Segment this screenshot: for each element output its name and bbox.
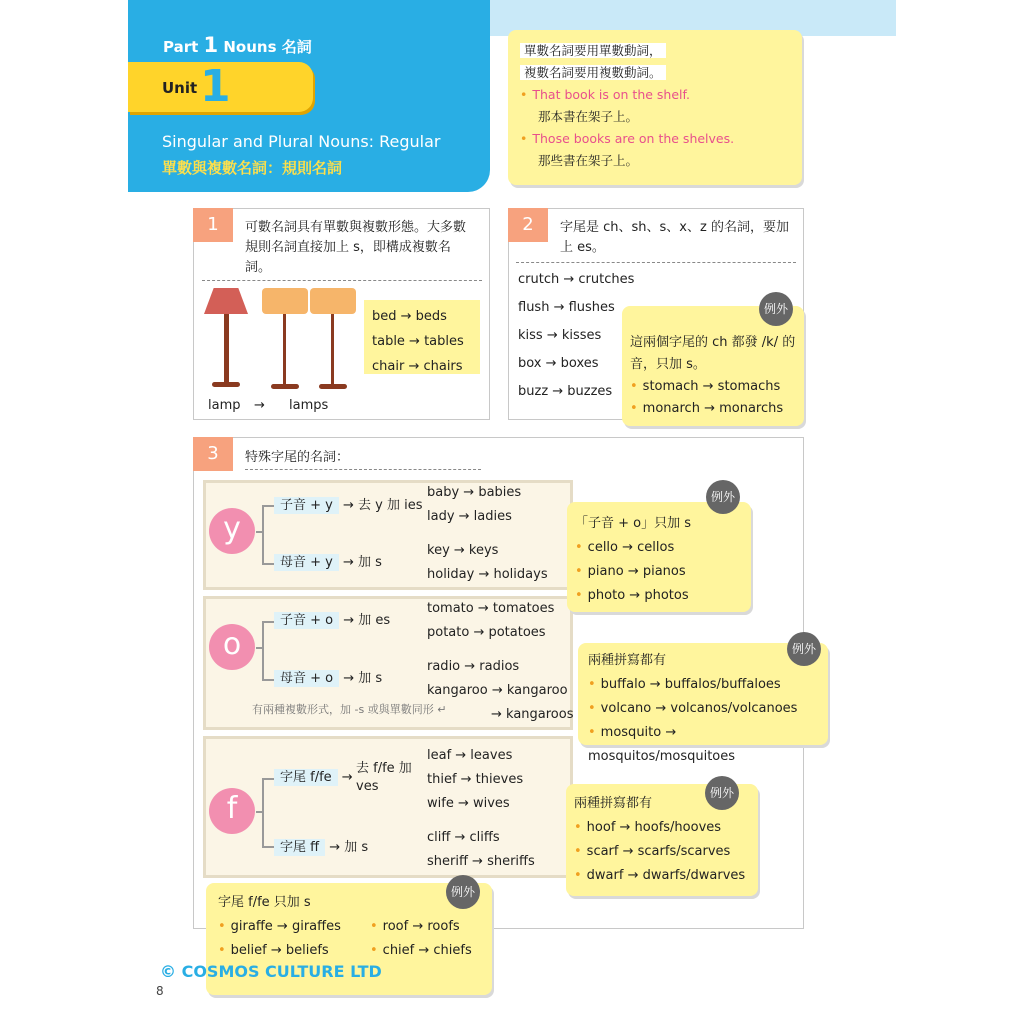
word: table → tables <box>372 334 464 349</box>
exception-title: 字尾 f/fe 只加 s <box>218 895 311 910</box>
note-line1: 單數名詞要用單數動詞， <box>520 43 666 58</box>
section-2-words <box>518 266 634 406</box>
rule-ff: 字尾 ff → 加 s <box>274 836 368 860</box>
exception-badge: 例外 <box>705 776 739 810</box>
word: • cello → cellos <box>575 540 675 555</box>
word: wife → wives <box>427 796 510 811</box>
word: • stomach → stomachs <box>630 379 781 394</box>
word: leaf → leaves <box>427 748 513 763</box>
exception-badge: 例外 <box>787 632 821 666</box>
exception-badge: 例外 <box>446 875 480 909</box>
letter-o: o <box>209 624 255 670</box>
word: lady → ladies <box>427 509 512 524</box>
exception-text: 這兩個字尾的 ch 都發 /k/ 的音，只加 s。 <box>630 335 796 372</box>
section-3-title: 特殊字尾的名詞： <box>245 450 350 465</box>
words-f <box>427 744 535 874</box>
subtitle-zh: 單數與複數名詞：規則名詞 <box>162 159 343 177</box>
word: flush → flushes <box>518 300 615 315</box>
word: potato → potatoes <box>427 625 546 640</box>
divider <box>202 280 482 281</box>
copyright-watermark: © COSMOS CULTURE LTD <box>160 962 382 981</box>
word: → kangaroos <box>491 707 574 722</box>
lamps-label: lamps <box>289 398 329 413</box>
connector <box>262 778 274 780</box>
word: thief → thieves <box>427 772 524 787</box>
section-1-text: 可數名詞具有單數與複數形態。大多數規則名詞直接加上 s，即構成複數名詞。 <box>245 220 467 275</box>
subtitle-en: Singular and Plural Nouns: Regular <box>162 132 441 151</box>
top-note <box>508 30 802 185</box>
connector <box>262 505 264 565</box>
connector <box>262 846 274 848</box>
note-example1-zh: 那本書在架子上。 <box>538 109 639 124</box>
word: • buffalo → buffalos/buffaloes <box>588 677 781 692</box>
word: tomato → tomatoes <box>427 601 555 616</box>
word: crutch → crutches <box>518 272 635 287</box>
exception-title: 兩種拼寫都有 <box>574 796 653 811</box>
word: buzz → buzzes <box>518 384 613 399</box>
connector <box>262 679 274 681</box>
word: sheriff → sheriffs <box>427 854 535 869</box>
word: kangaroo → kangaroo <box>427 683 568 698</box>
word: chair → chairs <box>372 359 463 374</box>
note-example1: • That book is on the shelf. <box>520 87 690 102</box>
section-3-number: 3 <box>193 437 233 471</box>
unit-label: Unit <box>162 79 198 97</box>
rule-vowel-o: 母音 + o → 加 s <box>274 667 382 691</box>
word: • roof → roofs <box>370 919 460 934</box>
connector <box>262 621 264 681</box>
word: • photo → photos <box>575 588 689 603</box>
lamp-orange-1 <box>262 288 308 392</box>
rule-f-fe: 字尾 f/fe → <box>274 766 353 790</box>
connector <box>262 621 274 623</box>
word: key → keys <box>427 543 499 558</box>
word: box → boxes <box>518 356 599 371</box>
letter-f: f <box>209 788 255 834</box>
exception-title: 「子音 + o」只加 s <box>575 516 692 531</box>
word: cliff → cliffs <box>427 830 500 845</box>
connector <box>262 563 274 565</box>
lamp-orange-2 <box>310 288 356 392</box>
connector <box>262 505 274 507</box>
word: • volcano → volcanos/volcanoes <box>588 701 798 716</box>
word: • dwarf → dwarfs/dwarves <box>574 868 746 883</box>
page-number: 8 <box>156 984 164 998</box>
section-2-text: 字尾是 ch、sh、s、x、z 的名詞，要加上 es。 <box>560 220 789 255</box>
word: • belief → beliefs <box>218 943 329 958</box>
rule-f-fe-action: 去 f/fe 加 ves <box>356 761 412 794</box>
word: • scarf → scarfs/scarves <box>574 844 731 859</box>
unit-number: 1 <box>200 61 231 112</box>
words-o <box>427 597 574 727</box>
lamp-red <box>204 288 248 392</box>
rule-consonant-y: 子音 + y → 去 y 加 ies <box>274 494 423 518</box>
word: • hoof → hoofs/hooves <box>574 820 722 835</box>
arrow-icon: → <box>254 398 265 413</box>
word: • piano → pianos <box>575 564 686 579</box>
lamp-label: lamp <box>208 398 241 413</box>
divider <box>245 469 481 470</box>
letter-y: y <box>209 508 255 554</box>
word: bed → beds <box>372 309 447 324</box>
exception-badge: 例外 <box>759 292 793 326</box>
connector <box>262 778 264 848</box>
note-example2-zh: 那些書在架子上。 <box>538 153 639 168</box>
word: • mosquito → mosquitos/mosquitoes <box>588 725 736 764</box>
word: • monarch → monarchs <box>630 401 784 416</box>
note-example2: • Those books are on the shelves. <box>520 131 735 146</box>
section-2-number: 2 <box>508 208 548 242</box>
rule-consonant-o: 子音 + o → 加 es <box>274 609 390 633</box>
divider <box>516 262 796 263</box>
part-title: Part 1 Nouns 名詞 <box>163 33 312 57</box>
section-1-words <box>364 300 480 374</box>
word: • chief → chiefs <box>370 943 472 958</box>
words-y <box>427 481 548 587</box>
word: baby → babies <box>427 485 522 500</box>
word: • giraffe → giraffes <box>218 919 341 934</box>
exception-title: 兩種拼寫都有 <box>588 653 667 668</box>
word: holiday → holidays <box>427 567 548 582</box>
section-1-number: 1 <box>193 208 233 242</box>
rule-vowel-y: 母音 + y → 加 s <box>274 551 382 575</box>
note-line2: 複數名詞要用複數動詞。 <box>520 65 666 80</box>
exception-note-y <box>567 502 751 612</box>
note-o: 有兩種複數形式，加 -s 或與單數同形 ↵ <box>252 703 447 716</box>
exception-badge: 例外 <box>706 480 740 514</box>
word: radio → radios <box>427 659 520 674</box>
word: kiss → kisses <box>518 328 602 343</box>
